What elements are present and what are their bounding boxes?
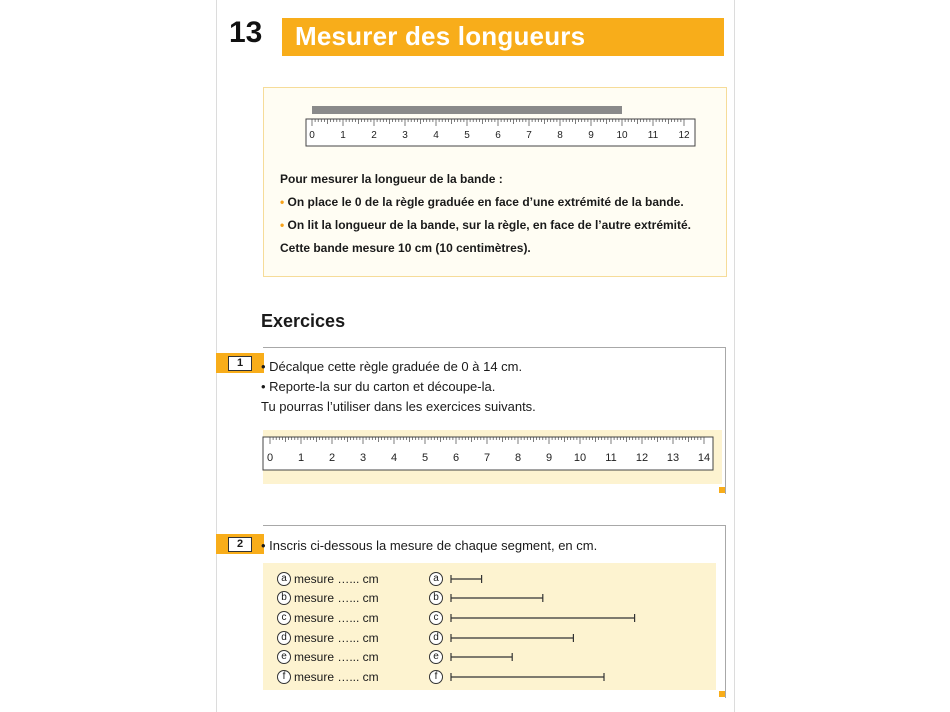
ruler-label: 9 bbox=[545, 452, 553, 464]
segment-letter: b bbox=[429, 591, 443, 605]
ruler-label: 6 bbox=[452, 452, 460, 464]
ruler-label: 10 bbox=[616, 130, 628, 141]
exercise-1-line-1: • Décalque cette règle graduée de 0 à 14 cm. bbox=[261, 359, 523, 374]
exercise-2-corner-mark bbox=[719, 691, 725, 697]
segment-letter: f bbox=[429, 670, 443, 684]
segment-row bbox=[429, 667, 638, 687]
ruler-label: 4 bbox=[433, 130, 439, 141]
exercise-2-number: 2 bbox=[228, 537, 252, 552]
intro-bullet-2-text: On lit la longueur de la bande, sur la règle, en face de l’autre extrémité. bbox=[287, 218, 691, 232]
ruler-label: 8 bbox=[514, 452, 522, 464]
ruler-label: 6 bbox=[495, 130, 501, 141]
answer-letter: a bbox=[277, 572, 291, 586]
segment-list bbox=[429, 569, 638, 687]
segment-letter: a bbox=[429, 572, 443, 586]
answer-row bbox=[277, 589, 379, 609]
answer-blank[interactable]: mesure …... cm bbox=[294, 591, 379, 606]
bullet-icon: • bbox=[280, 218, 285, 232]
ruler-label: 4 bbox=[390, 452, 398, 464]
exercise-2-instruction: • Inscris ci-dessous la mesure de chaque segment, en cm. bbox=[261, 538, 598, 553]
ruler-label: 3 bbox=[402, 130, 408, 141]
intro-ruler-figure bbox=[305, 106, 700, 150]
ruler-label: 0 bbox=[309, 130, 315, 141]
ruler-label: 10 bbox=[573, 452, 587, 464]
ruler-label: 1 bbox=[297, 452, 305, 464]
exercise-1-tab bbox=[216, 353, 264, 373]
ruler-label: 12 bbox=[635, 452, 649, 464]
ruler-label: 14 bbox=[697, 452, 711, 464]
answer-row bbox=[277, 647, 379, 667]
answer-row bbox=[277, 569, 379, 589]
segment-figure bbox=[450, 633, 576, 643]
intro-line-4: Cette bande mesure 10 cm (10 centimètres). bbox=[280, 241, 531, 255]
answer-list bbox=[277, 569, 379, 687]
lesson-title: Mesurer des longueurs bbox=[295, 21, 586, 51]
ruler-label: 2 bbox=[371, 130, 377, 141]
exercise-2-tab bbox=[216, 534, 264, 554]
title-bar bbox=[282, 18, 724, 56]
ruler-label: 7 bbox=[483, 452, 491, 464]
intro-bullet-1 bbox=[280, 191, 691, 214]
segment-row bbox=[429, 569, 638, 589]
measured-band bbox=[312, 106, 622, 114]
exercise-1-ruler bbox=[262, 436, 722, 472]
segment-row bbox=[429, 628, 638, 648]
exercise-1-number: 1 bbox=[228, 356, 252, 371]
ruler-label: 9 bbox=[588, 130, 594, 141]
bullet-icon: • bbox=[280, 195, 285, 209]
segment-letter: d bbox=[429, 631, 443, 645]
segment-row bbox=[429, 647, 638, 667]
segment-letter: c bbox=[429, 611, 443, 625]
exercise-1-text bbox=[261, 357, 536, 417]
ruler-label: 1 bbox=[340, 130, 346, 141]
intro-text bbox=[280, 168, 691, 260]
ruler-label: 0 bbox=[266, 452, 274, 464]
answer-row bbox=[277, 667, 379, 687]
ruler-label: 11 bbox=[647, 130, 659, 141]
exercise-1-line-3: Tu pourras l’utiliser dans les exercices suivants. bbox=[261, 399, 536, 414]
answer-blank[interactable]: mesure …... cm bbox=[294, 650, 379, 665]
ruler-label: 11 bbox=[605, 452, 617, 464]
segment-row bbox=[429, 589, 638, 609]
answer-letter: b bbox=[277, 591, 291, 605]
segment-figure bbox=[450, 574, 485, 584]
segment-figure bbox=[450, 593, 546, 603]
segment-figure bbox=[450, 613, 638, 623]
answer-blank[interactable]: mesure …... cm bbox=[294, 669, 379, 684]
ruler-label: 5 bbox=[464, 130, 470, 141]
segment-figure bbox=[450, 652, 515, 662]
ruler-label: 5 bbox=[421, 452, 429, 464]
ruler-label: 2 bbox=[328, 452, 336, 464]
answer-letter: f bbox=[277, 670, 291, 684]
answer-letter: e bbox=[277, 650, 291, 664]
exercise-1-corner-mark bbox=[719, 487, 725, 493]
answer-row bbox=[277, 608, 379, 628]
answer-blank[interactable]: mesure …... cm bbox=[294, 630, 379, 645]
segment-row bbox=[429, 608, 638, 628]
segment-letter: e bbox=[429, 650, 443, 664]
lesson-number: 13 bbox=[229, 16, 263, 49]
answer-letter: c bbox=[277, 611, 291, 625]
ruler-label: 7 bbox=[526, 130, 532, 141]
exercises-title: Exercices bbox=[261, 311, 346, 331]
answer-letter: d bbox=[277, 631, 291, 645]
ruler-label: 13 bbox=[666, 452, 680, 464]
intro-bullet-2 bbox=[280, 214, 691, 237]
answer-row bbox=[277, 628, 379, 648]
exercise-1-line-2: • Reporte-la sur du carton et découpe-la. bbox=[261, 379, 496, 394]
ruler-label: 3 bbox=[359, 452, 367, 464]
intro-bullet-1-text: On place le 0 de la règle graduée en face d’une extrémité de la bande. bbox=[287, 195, 684, 209]
intro-line-1: Pour mesurer la longueur de la bande : bbox=[280, 172, 503, 186]
ruler-label: 12 bbox=[678, 130, 690, 141]
segment-figure bbox=[450, 672, 607, 682]
answer-blank[interactable]: mesure …... cm bbox=[294, 571, 379, 586]
ruler-label: 8 bbox=[557, 130, 563, 141]
answer-blank[interactable]: mesure …... cm bbox=[294, 610, 379, 625]
